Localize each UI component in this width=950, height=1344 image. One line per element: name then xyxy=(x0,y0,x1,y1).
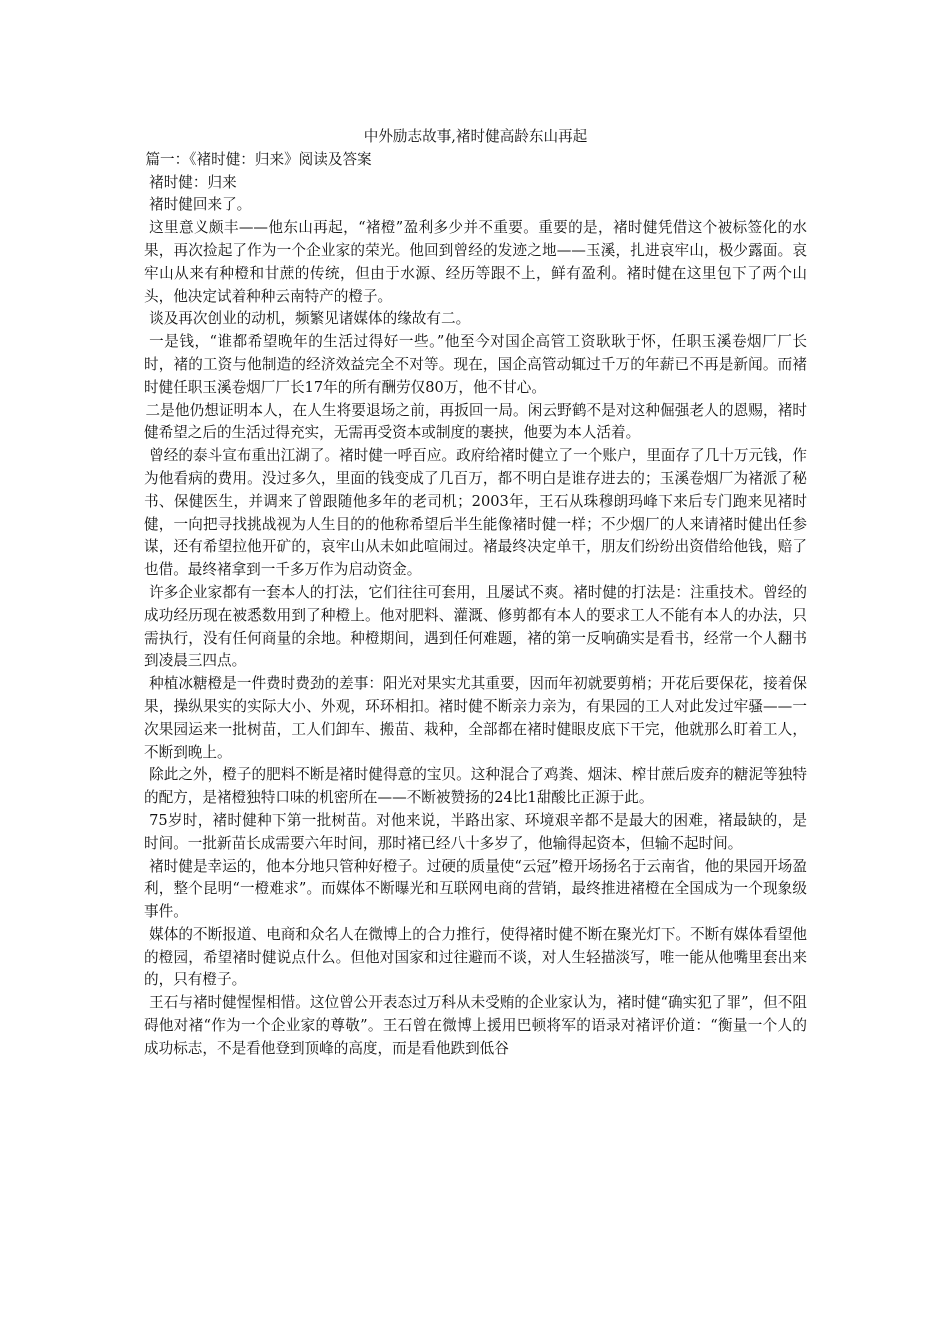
paragraph-article-title: 褚时健：归来 xyxy=(149,173,237,191)
document-page xyxy=(144,126,807,1061)
paragraph: 二是他仍想证明本人，在人生将要退场之前，再扳回一局。闲云野鹤不是对这种倔强老人的恩赐，褚时健希望之后的生活过得充实，无需再受资本或制度的裹挟，他要为本人活着。 xyxy=(144,401,807,442)
paragraph: 除此之外，橙子的肥料不断是褚时健得意的宝贝。这种混合了鸡粪、烟沫、榨甘蔗后废弃的糖泥等独特的配方，是褚橙独特口味的机密所在——不断被赞扬的24比1甜酸比正源于此。 xyxy=(144,766,807,807)
paragraph: 种植冰糖橙是一件费时费劲的差事：阳光对果实尤其重要，因而年初就要剪梢；开花后要保花，接着保果，操纵果实的实际大小、外观，环环相扣。褚时健不断亲力亲为，有果园的工人对此发过牢骚——一次果园运来一批树苗，工人们卸车、搬苗、栽种，全部都在褚时健眼皮底下干完，他就那么盯着工人，不断到晚上。 xyxy=(144,675,807,761)
paragraph: 媒体的不断报道、电商和众名人在微博上的合力推行，使得褚时健不断在聚光灯下。不断有媒体看望他的橙园，希望褚时健说点什么。但他对国家和过往避而不谈，对人生轻描淡写，唯一能从他嘴里套出来的，只有橙子。 xyxy=(144,925,807,989)
paragraph: 一是钱，“谁都希望晚年的生活过得好一些。”他至今对国企高管工资耿耿于怀，任职玉溪卷烟厂厂长时，褚的工资与他制造的经济效益完全不对等。现在，国企高管动辄过千万的年薪已不再是新闻。而褚时健任职玉溪卷烟厂厂长17年的所有酬劳仅80万，他不甘心。 xyxy=(144,333,807,396)
paragraph: 褚时健是幸运的，他本分地只管种好橙子。过硬的质量使“云冠”橙开场扬名于云南省，他的果园开场盈利，整个昆明“一橙难求”。而媒体不断曝光和互联网电商的营销，最终推进褚橙在全国成为一个现象级事件。 xyxy=(144,857,807,921)
paragraph: 曾经的泰斗宣布重出江湖了。褚时健一呼百应。政府给褚时健立了一个账户，里面存了几十万元钱，作为他看病的费用。没过多久，里面的钱变成了几百万，都不明白是谁存进去的；玉溪卷烟厂为褚派了秘书、保健医生，并调来了曾跟随他多年的老司机；2003年，王石从珠穆朗玛峰下来后专门跑来见褚时健，一向把寻找挑战视为人生目的的他称希望后半生能像褚时健一样；不少烟厂的人来请褚时健出任参谋，还有希望拉他开矿的，哀牢山从未如此喧闹过。褚最终决定单干，朋友们纷纷出资借给他钱，赔了也借。最终褚拿到一千多万作为启动资金。 xyxy=(144,447,807,579)
paragraph: 这里意义颇丰——他东山再起，“褚橙”盈利多少并不重要。重要的是，褚时健凭借这个被标签化的水果，再次捡起了作为一个企业家的荣光。他回到曾经的发迹之地——玉溪，扎进哀牢山，极少露面。哀牢山从来有种橙和甘蔗的传统，但由于水源、经历等跟不上，鲜有盈利。褚时健在这里包下了两个山头，他决定试着种种云南特产的橙子。 xyxy=(144,219,807,305)
paragraph: 许多企业家都有一套本人的打法，它们往往可套用，且屡试不爽。褚时健的打法是：注重技术。曾经的成功经历现在被悉数用到了种橙上。他对肥料、灌溉、修剪都有本人的要求工人不能有本人的办法，只需执行，没有任何商量的余地。种橙期间，遇到任何难题，褚的第一反响确实是看书，经常一个人翻书到凌晨三四点。 xyxy=(144,583,807,670)
paragraph-section-heading: 篇一：《褚时健：归来》阅读及答案 xyxy=(145,150,372,168)
paragraph: 褚时健回来了。 xyxy=(149,196,252,214)
paragraph: 75岁时，褚时健种下第一批树苗。对他来说，半路出家、环境艰辛都不是最大的困难，褚最缺的，是时间。一批新苗长成需要六年时间，那时褚已经八十多岁了，他输得起资本，但输不起时间。 xyxy=(144,811,807,852)
document-title: 中外励志故事,褚时健高龄东山再起 xyxy=(363,128,588,145)
paragraph: 谈及再次创业的动机，频繁见诸媒体的缘故有二。 xyxy=(149,310,471,328)
paragraph: 王石与褚时健惺惺相惜。这位曾公开表态过万科从未受贿的企业家认为，褚时健“确实犯了罪”，但不阻碍他对褚“作为一个企业家的尊敬”。王石曾在微博上援用巴顿将军的语录对褚评价道：“衡量一个人的成功标志，不是看他登到顶峰的高度，而是看他跌到低谷 xyxy=(144,994,807,1057)
